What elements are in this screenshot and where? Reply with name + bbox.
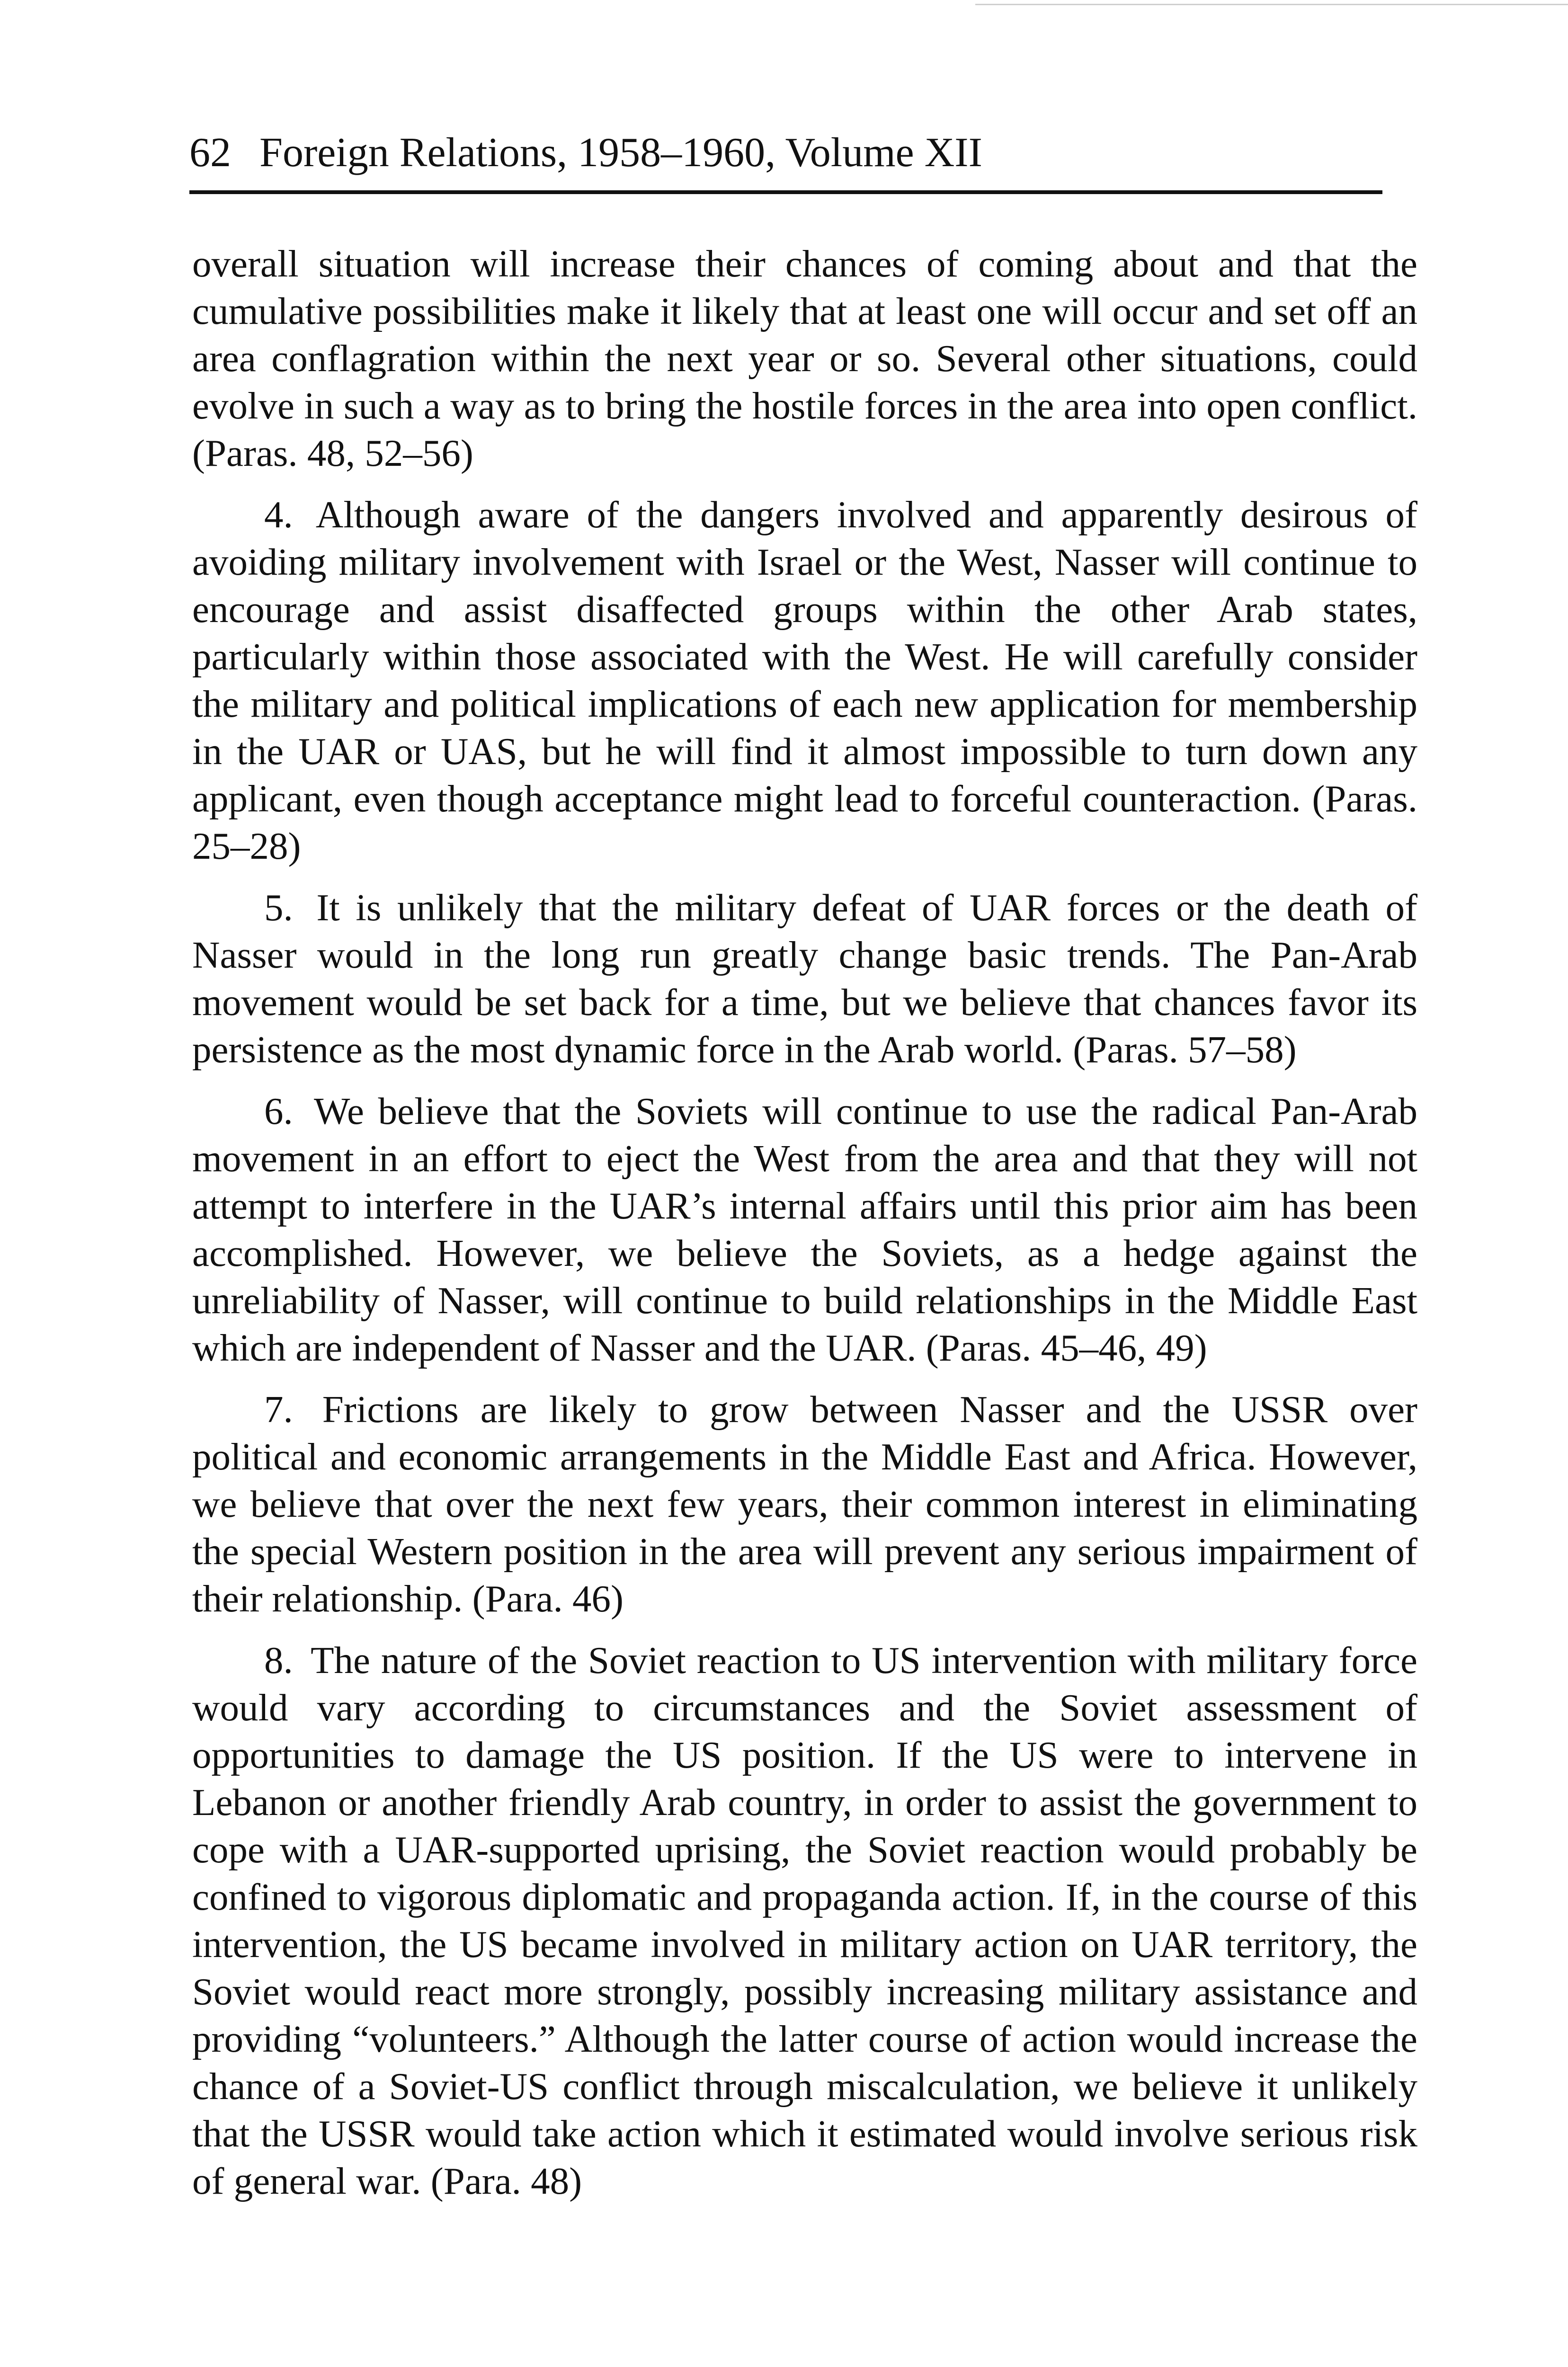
paragraph-continuation (192, 240, 1417, 477)
paragraph-5 (192, 884, 1417, 1073)
body-text (192, 240, 1417, 2219)
scan-edge-line (975, 4, 1568, 5)
page-number: 62 (189, 130, 231, 176)
paragraph-text: overall situation will increase their chances of coming about and that the cumulative possibilities make it likely that at least one will occur and set off an area conflagration within the next year or so. Several other situations, could evolve in such a way as to bring the hostile forces in the area into open conflict. (Paras. 48, 52–56) (192, 242, 1417, 474)
paragraph-6 (192, 1087, 1417, 1371)
header-rule (189, 190, 1382, 194)
paragraph-4 (192, 491, 1417, 870)
paragraph-text: Although aware of the dangers involved and apparently desirous of avoiding military involvement with Israel or the West, Nasser will continue to encourage and assist disaffected groups within the other Arab states, particularly within those associated with the West. He will carefully consider the military and political implications of each new application for membership in the UAR or UAS, but he will find it almost impossible to turn down any applicant, even though acceptance might lead to forceful counteraction. (Paras. 25–28) (192, 493, 1417, 867)
paragraph-text: It is unlikely that the military defeat of UAR forces or the death of Nasser would in the long run greatly change basic trends. The Pan-Arab movement would be set back for a time, but we believe that chances favor its persistence as the most dynamic force in the Arab world. (Paras. 57–58) (192, 886, 1418, 1071)
paragraph-number: 8. (264, 1639, 293, 1682)
paragraph-8 (192, 1637, 1417, 2205)
running-header (189, 127, 982, 179)
paragraph-text: The nature of the Soviet reaction to US intervention with military force would vary according to circumstances and the Soviet assessment of opportunities to damage the US position. If the US were to intervene in Lebanon or another friendly Arab country, in order to assist the government to cope with a UAR-supported uprising, the Soviet reaction would probably be confined to vigorous diplomatic and propaganda action. If, in the course of this intervention, the US became involved in military action on UAR territory, the Soviet would react more strongly, possibly increasing military assistance and providing “volunteers.” Although the latter course of action would increase the chance of a Soviet-US conflict through miscalculation, we believe it unlikely that the USSR would take action which it estimated would involve serious risk of general war. (Para. 48) (192, 1639, 1417, 2202)
running-title: Foreign Relations, 1958–1960, Volume XII (259, 130, 982, 176)
paragraph-text: Frictions are likely to grow between Nasser and the USSR over political and economic arrangements in the Middle East and Africa. However, we believe that over the next few years, their common interest in eliminating the special Western position in the area will prevent any serious impairment of their relationship. (Para. 46) (192, 1388, 1417, 1620)
paragraph-number: 5. (264, 886, 293, 929)
paragraph-7 (192, 1386, 1417, 1622)
paragraph-text: We believe that the Soviets will continue to use the radical Pan-Arab movement in an effort to eject the West from the area and that they will not attempt to interfere in the UAR’s internal affairs until this prior aim has been accomplished. However, we believe the Soviets, as a hedge against the unreliability of Nasser, will continue to build relationships in the Middle East which are independent of Nasser and the UAR. (Paras. 45–46, 49) (192, 1090, 1417, 1369)
paragraph-number: 7. (264, 1388, 293, 1431)
paragraph-number: 4. (264, 493, 293, 536)
paragraph-number: 6. (264, 1090, 293, 1132)
